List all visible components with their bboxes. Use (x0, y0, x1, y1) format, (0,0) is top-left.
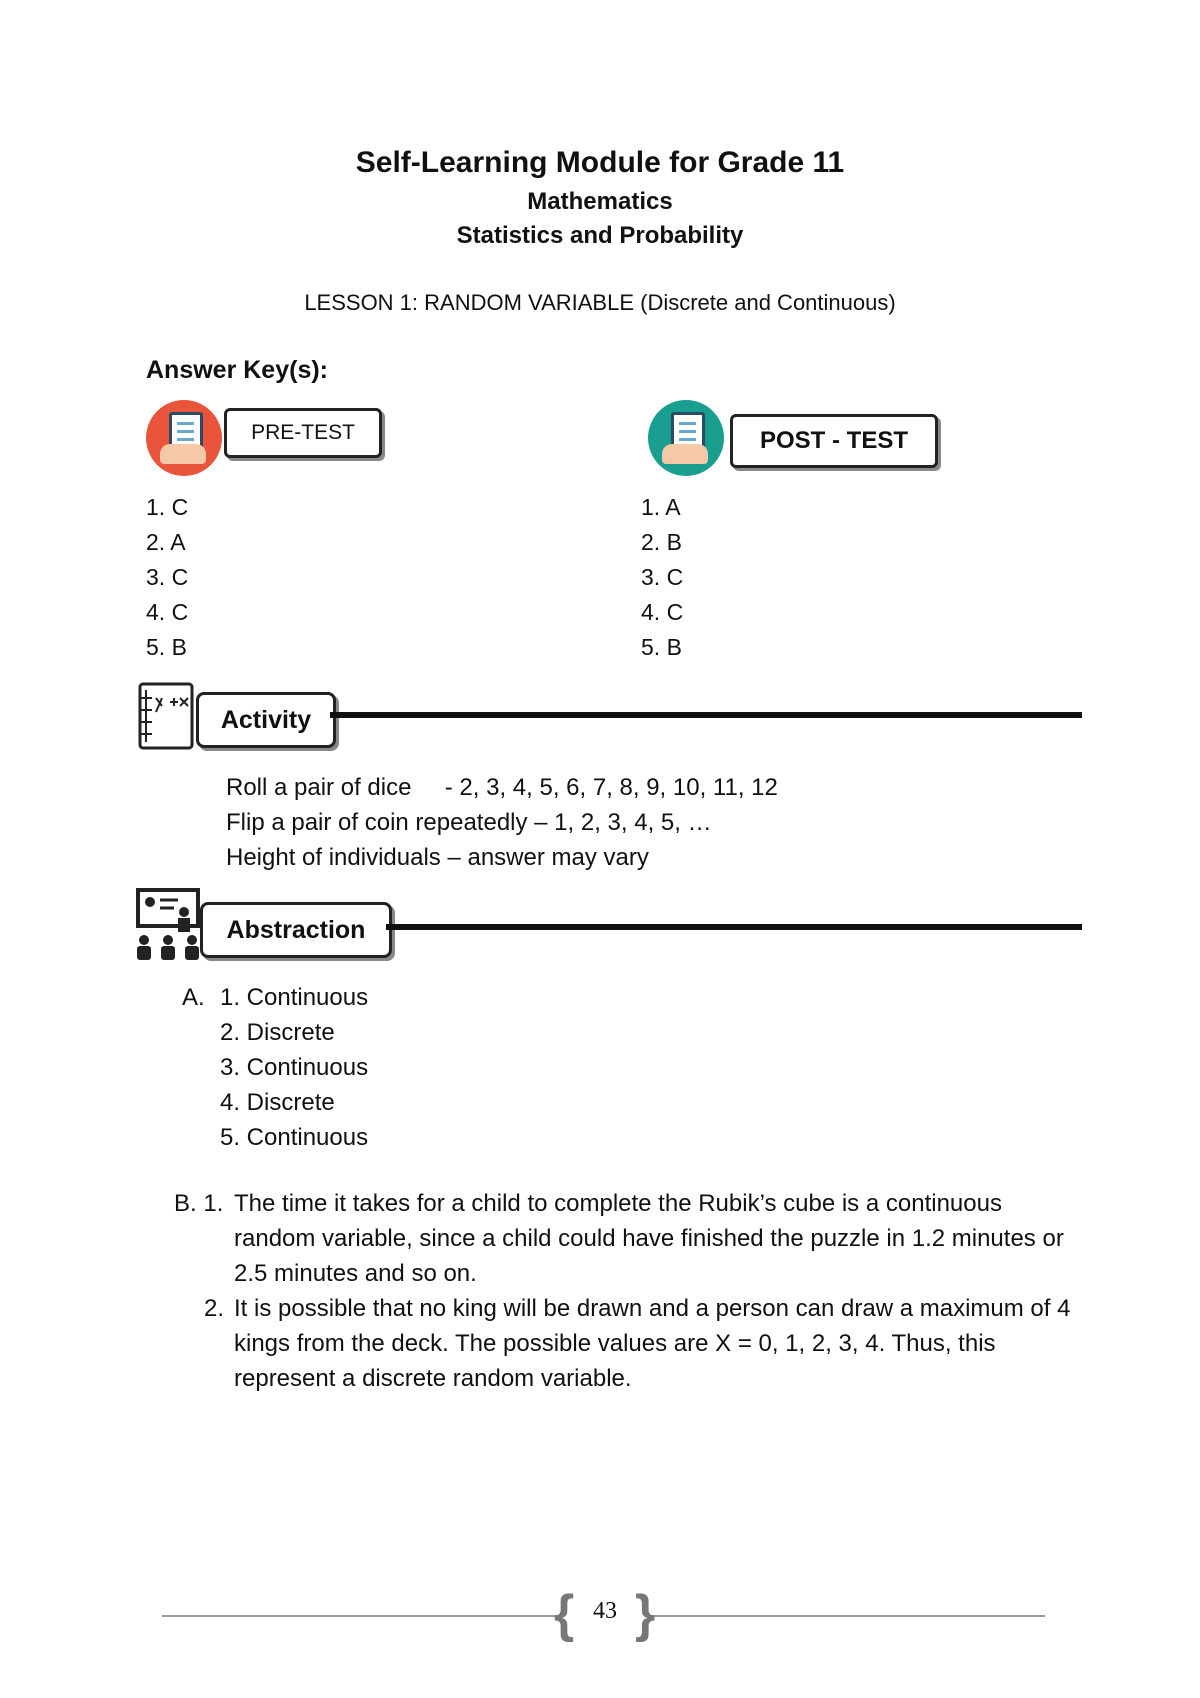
part-b-marker: B. (174, 1190, 197, 1217)
list-item: 4. C (146, 599, 189, 625)
math-board-icon (132, 680, 198, 752)
activity-divider (330, 712, 1082, 718)
part-b-item-number: 2. (204, 1295, 225, 1322)
pre-test-label: PRE-TEST (224, 408, 382, 458)
activity-line: Roll a pair of dice - 2, 3, 4, 5, 6, 7, 8, 9, 10, 11, 12 (226, 774, 778, 801)
left-brace-icon: { (554, 1585, 575, 1643)
lesson-title: LESSON 1: RANDOM VARIABLE (Discrete and Continuous) (304, 290, 896, 315)
abstraction-part-b (174, 1186, 1074, 1396)
list-item: 1. C (146, 494, 189, 520)
activity-line: Flip a pair of coin repeatedly – 1, 2, 3, 4, 5, … (226, 809, 712, 836)
tablet-hand-icon (648, 400, 724, 476)
activity-text (226, 770, 778, 875)
list-item: 5. Continuous (220, 1124, 369, 1151)
part-b-item: The time it takes for a child to complete the Rubik’s cube is a continuous random variable, since a child could have finished the puzzle in 1.2 minutes or 2.5 minutes and so on. (234, 1190, 1064, 1287)
footer-rule-left (162, 1615, 557, 1617)
list-item: 4. Discrete (220, 1089, 335, 1116)
list-item: 1. Continuous (220, 984, 369, 1011)
part-b-item-number: 1. (203, 1190, 224, 1217)
tablet-hand-icon (146, 400, 222, 476)
post-test-label: POST - TEST (730, 414, 938, 468)
part-b-item: It is possible that no king will be drawn and a person can draw a maximum of 4 kings from the deck. The possible values are X = 0, 1, 2, 3, 4. Thus, this represent a discrete random variable. (234, 1295, 1071, 1392)
abstraction-part-a (182, 980, 368, 1155)
footer-rule-right (650, 1615, 1045, 1617)
list-item: 1. A (641, 494, 681, 520)
list-item: 3. Continuous (220, 1054, 369, 1081)
activity-line: Height of individuals – answer may vary (226, 844, 649, 871)
list-item: 4. C (641, 599, 684, 625)
activity-label: Activity (196, 692, 336, 748)
course-title: Statistics and Probability (456, 222, 744, 249)
list-item: 3. C (146, 564, 189, 590)
list-item: 2. A (146, 529, 186, 555)
answer-key-heading: Answer Key(s): (146, 356, 328, 384)
abstraction-divider (386, 924, 1082, 930)
list-item: 5. B (146, 634, 187, 660)
list-item: 2. B (641, 529, 682, 555)
presentation-class-icon (134, 886, 202, 964)
right-brace-icon: } (635, 1585, 656, 1643)
post-test-answers (641, 490, 683, 665)
subject-title: Mathematics (527, 188, 673, 215)
list-item: 2. Discrete (220, 1019, 335, 1046)
page-number: 43 (593, 1598, 617, 1624)
list-item: 5. B (641, 634, 682, 660)
list-item: 3. C (641, 564, 684, 590)
pre-test-answers (146, 490, 188, 665)
abstraction-label: Abstraction (200, 902, 392, 958)
page-title: Self-Learning Module for Grade 11 (355, 146, 845, 179)
part-a-marker: A. (182, 984, 205, 1011)
